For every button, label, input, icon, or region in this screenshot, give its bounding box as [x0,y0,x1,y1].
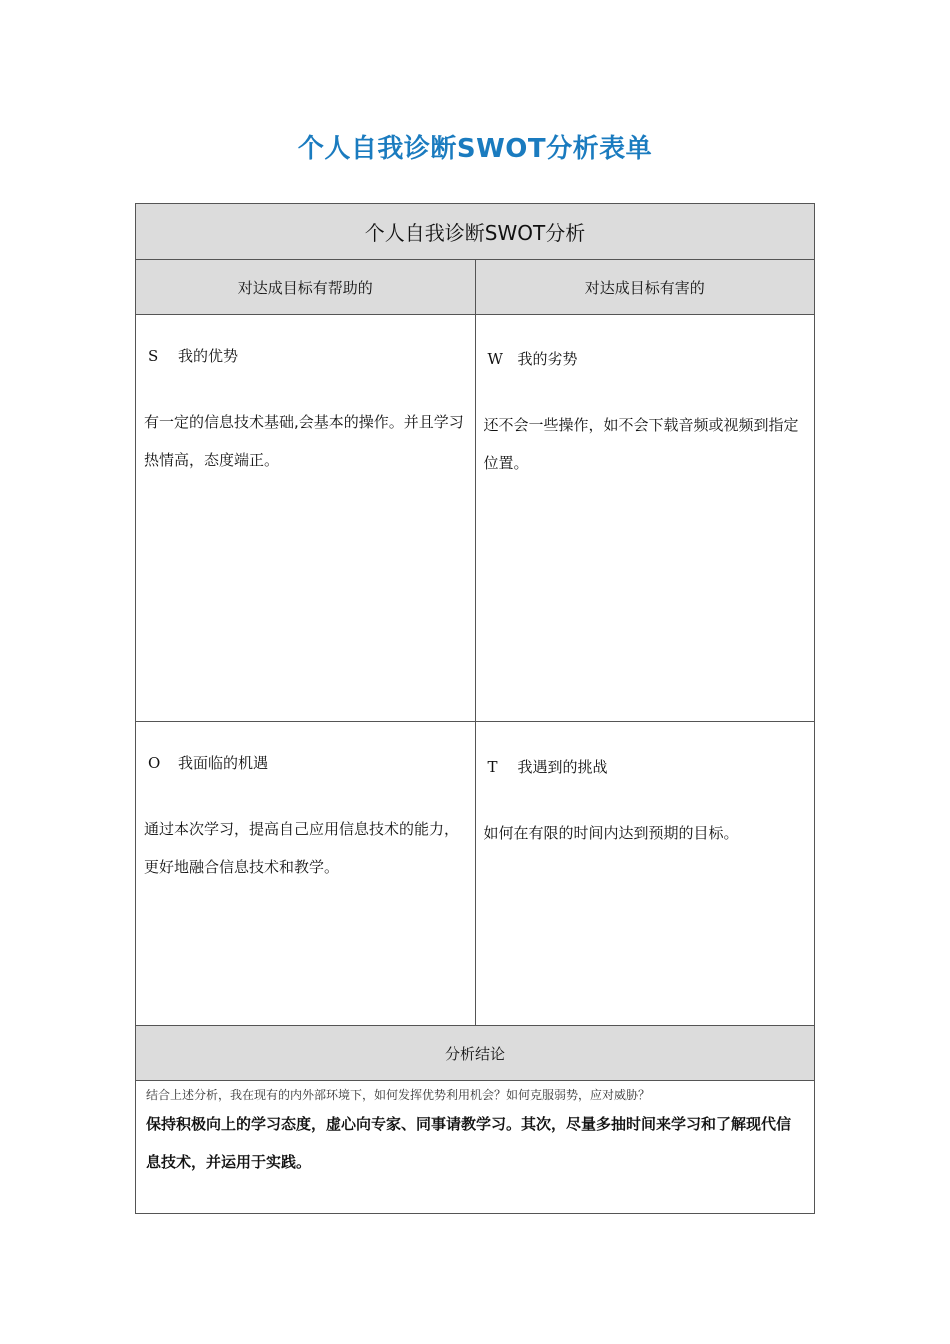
threats-cell [475,722,815,1025]
weaknesses-letter: W [487,350,503,368]
opportunities-content: 通过本次学习，提高自己应用信息技术的能力，更好地融合信息技术和教学。 [144,820,460,876]
harmful-column-header [475,260,815,314]
table-main-header [136,204,814,260]
strengths-letter: S [148,347,159,365]
conclusion-header-label: 分析结论 [444,1044,505,1063]
weaknesses-cell [475,315,815,721]
strengths-content: 有一定的信息技术基础,会基本的操作。并且学习热情高，态度端正。 [144,413,464,469]
helpful-column-header-label: 对达成目标有帮助的 [237,278,373,297]
swot-row-external [136,722,814,1026]
harmful-column-header-label: 对达成目标有害的 [584,278,705,297]
opportunities-heading-label: 我面临的机遇 [178,754,269,772]
swot-row-internal [136,315,814,722]
threats-heading [484,748,807,786]
opportunities-heading [144,744,467,782]
threats-content: 如何在有限的时间内达到预期的目标。 [483,824,739,842]
weaknesses-heading-label: 我的劣势 [517,350,578,368]
strengths-heading [144,337,467,375]
conclusion-answer: 保持积极向上的学习态度，虚心向专家、同事请教学习。其次，尽量多抽时间来学习和了解现代信息技术，并运用于实践。 [146,1115,792,1171]
table-main-header-label: 个人自我诊断SWOT分析 [364,221,586,245]
threats-heading-label: 我遇到的挑战 [517,758,608,776]
strengths-cell [136,315,475,721]
helpful-column-header [136,260,475,314]
swot-table [135,203,815,1214]
opportunities-letter: O [148,754,161,772]
weaknesses-content: 还不会一些操作，如不会下载音频或视频到指定位置。 [483,416,799,472]
weaknesses-heading [484,340,807,378]
strengths-heading-label: 我的优势 [178,347,239,365]
conclusion-body [136,1081,814,1213]
threats-letter: T [487,758,498,776]
opportunities-cell [136,722,475,1025]
document-title: 个人自我诊断SWOT分析表单 [297,134,653,164]
conclusion-header [136,1026,814,1081]
column-headers-row [136,260,814,315]
conclusion-question: 结合上述分析，我在现有的内外部环境下，如何发挥优势利用机会？如何克服弱势，应对威胁？ [146,1088,651,1102]
